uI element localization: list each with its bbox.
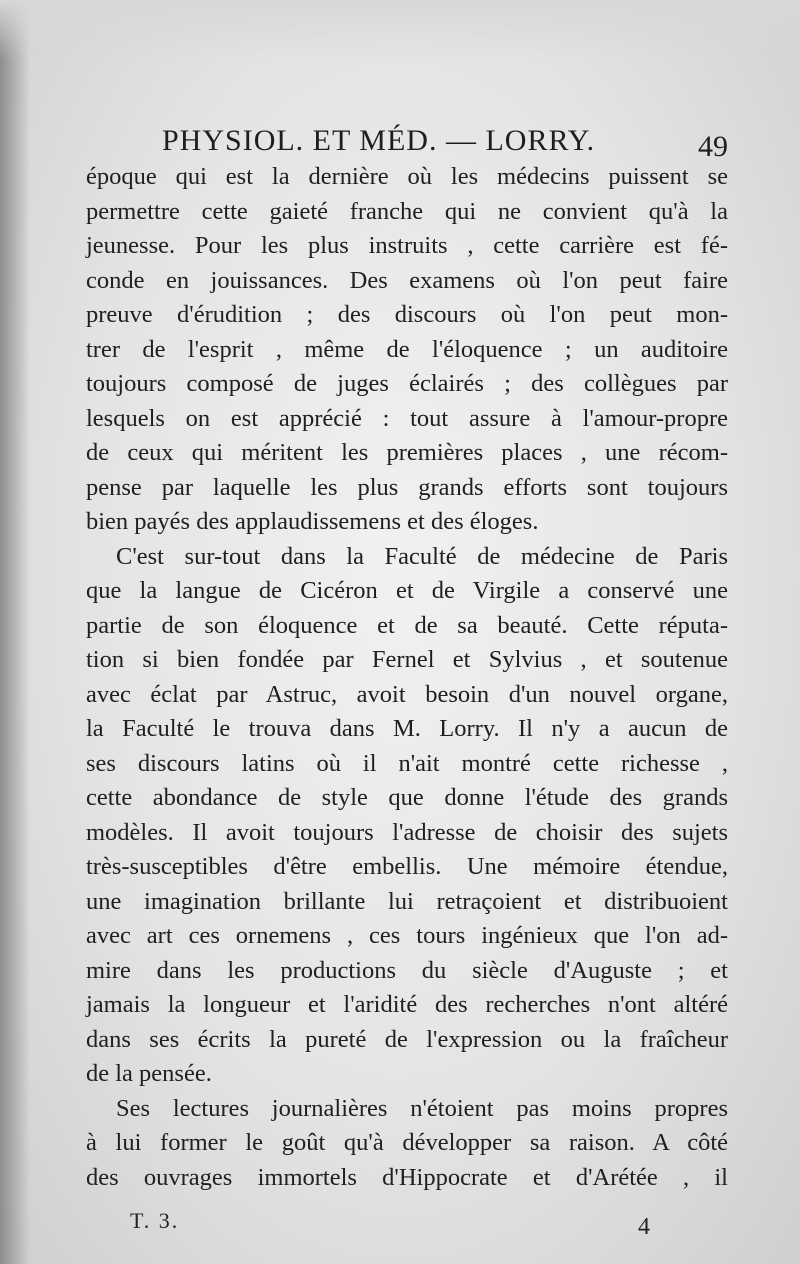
text-line: époque qui est la dernière où les médecins puissent se [86,163,728,190]
page-shadow-top [0,0,800,60]
text-line: toujours composé de juges éclairés ; des collègues par [86,370,728,397]
gathering-mark: 4 [638,1214,650,1240]
text-line: très-susceptibles d'être embellis. Une mémoire étendue, [86,853,728,880]
paragraph-text [86,540,728,1092]
text-line: que la langue de Cicéron et de Virgile a conservé une [86,577,728,604]
running-title: PHYSIOL. ET MÉD. — LORRY. [162,124,596,157]
paragraph-3 [86,1092,728,1196]
text-line: Ses lectures journalières n'étoient pas moins propres [116,1094,728,1122]
text-line: C'est sur-tout dans la Faculté de médecine de Paris [116,542,728,570]
text-line: une imagination brillante lui retraçoient et distribuoient [86,887,728,915]
text-line: avec éclat par Astruc, avoit besoin d'un nouvel organe, [86,680,728,708]
page-shadow-left [0,0,30,1264]
paragraph-text [86,160,728,540]
text-line: à lui former le goût qu'à développer sa raison. A côté [86,1129,728,1156]
text-line: conde en jouissances. Des examens où l'on peut faire [86,266,728,294]
paragraph-text [86,1092,728,1196]
text-line: pense par laquelle les plus grands efforts sont toujours [86,473,728,501]
text-line: avec art ces ornemens , ces tours ingénieux que l'on ad- [86,922,728,949]
text-line: de ceux qui méritent les premières places , une récom- [86,439,728,466]
text-line: jeunesse. Pour les plus instruits , cette carrière est fé- [86,232,728,259]
text-line: tion si bien fondée par Fernel et Sylvius , et soutenue [86,646,728,673]
text-line: de la pensée. [86,1060,212,1087]
paragraph-2 [86,540,728,1092]
text-line: modèles. Il avoit toujours l'adresse de choisir des sujets [86,818,728,846]
paragraph-1 [86,160,728,540]
body-text [86,160,728,1195]
text-line: cette abondance de style que donne l'étude des grands [86,784,728,811]
text-line: ses discours latins où il n'ait montré cette richesse , [86,749,728,777]
text-line: permettre cette gaieté franche qui ne convient qu'à la [86,197,728,225]
text-line: mire dans les productions du siècle d'Auguste ; et [86,956,728,984]
text-line: lesquels on est apprécié : tout assure à l'amour-propre [86,404,728,432]
text-line: preuve d'érudition ; des discours où l'on peut mon- [86,301,728,328]
text-line: des ouvrages immortels d'Hippocrate et d'Arétée , il [86,1163,728,1191]
text-line: jamais la longueur et l'aridité des recherches n'ont altéré [86,991,728,1018]
text-line: partie de son éloquence et de sa beauté. Cette réputa- [86,611,728,639]
text-line: bien payés des applaudissemens et des éloges. [86,508,539,535]
volume-signature: T. 3. [130,1208,180,1233]
page-number: 49 [698,130,728,163]
text-line: la Faculté le trouva dans M. Lorry. Il n'y a aucun de [86,715,728,742]
text-line: dans ses écrits la pureté de l'expression ou la fraîcheur [86,1025,728,1053]
page-footer [90,1196,650,1246]
text-line: trer de l'esprit , même de l'éloquence ; un auditoire [86,335,728,363]
